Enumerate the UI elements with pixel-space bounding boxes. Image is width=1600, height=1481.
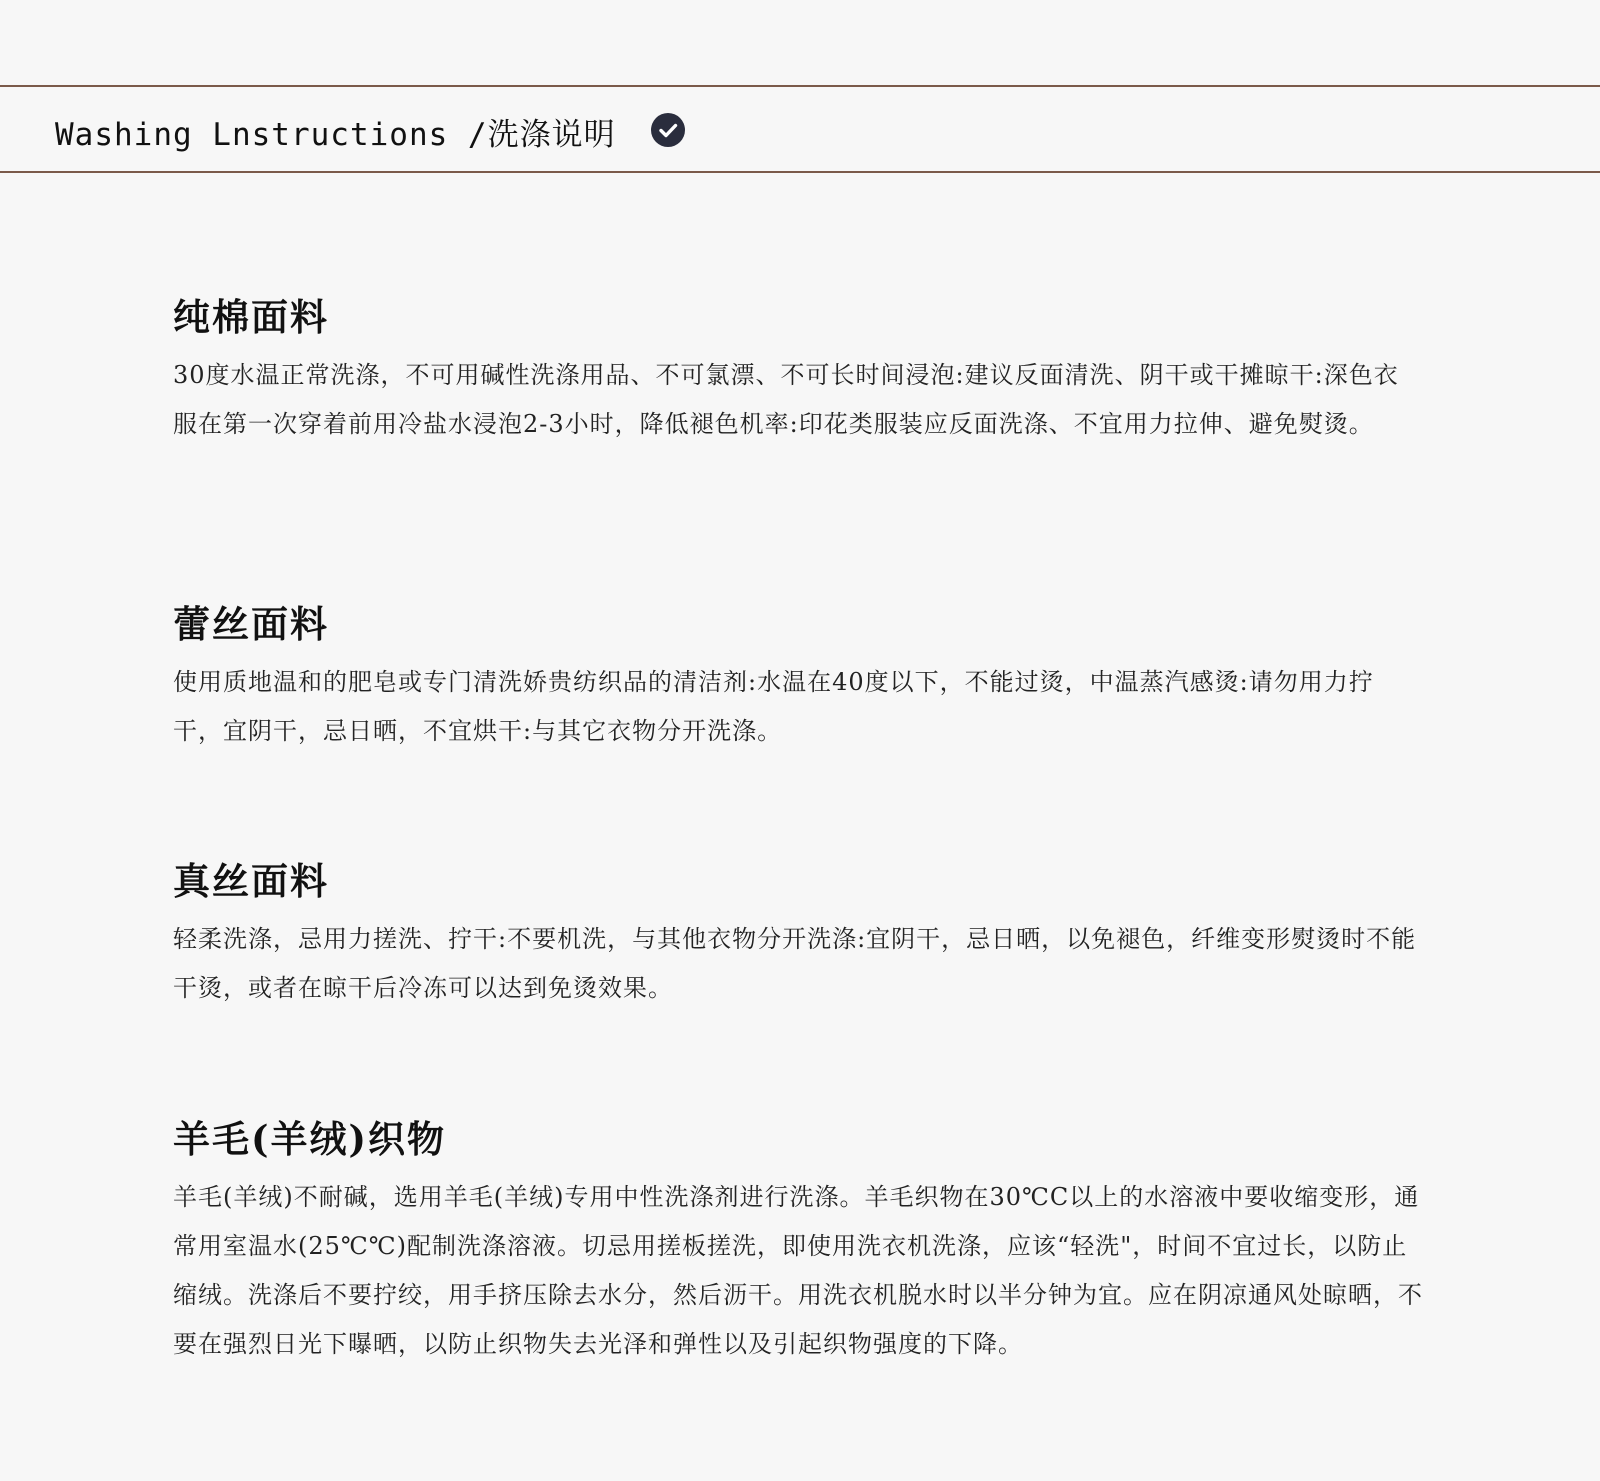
section-body-cotton: 30度水温正常洗涤，不可用碱性洗涤用品、不可氯漂、不可长时间浸泡:建议反面清洗、阴干或干摊晾干:深色衣服在第一次穿着前用冷盐水浸泡2-3小时，降低褪色机率:印花类服装应反面洗涤、不宜用力拉伸、避免熨烫。 — [173, 361, 1399, 438]
section-silk — [173, 857, 1423, 1013]
section-title-cotton: 纯棉面料 — [173, 295, 329, 339]
section-wool — [173, 1115, 1423, 1369]
section-title-silk: 真丝面料 — [173, 859, 329, 903]
header-band — [0, 85, 1600, 173]
section-title-lace: 蕾丝面料 — [173, 602, 329, 646]
section-body-silk: 轻柔洗涤，忌用力搓洗、拧干:不要机洗，与其他衣物分开洗涤:宜阴干，忌日晒，以免褪色，纤维变形熨烫时不能干烫，或者在晾干后冷冻可以达到免烫效果。 — [173, 925, 1417, 1002]
page-title: Washing Lnstructions /洗涤说明 — [55, 117, 616, 153]
section-title-wool: 羊毛(羊绒)织物 — [173, 1117, 447, 1161]
section-body-wool: 羊毛(羊绒)不耐碱，选用羊毛(羊绒)专用中性洗涤剂进行洗涤。羊毛织物在30℃C以上的水溶液中要收缩变形，通常用室温水(25℃℃)配制洗涤溶液。切忌用搓板搓洗，即使用洗衣机洗涤，应该“轻洗"，时间不宜过长，以防止缩绒。洗涤后不要拧绞，用手挤压除去水分，然后沥干。用洗衣机脱水时以半分钟为宜。应在阴凉通风处晾晒，不要在强烈日光下曝晒，以防止织物失去光泽和弹性以及引起织物强度的下降。 — [173, 1183, 1423, 1358]
section-cotton — [173, 293, 1423, 449]
section-body-lace: 使用质地温和的肥皂或专门清洗娇贵纺织品的清洁剂:水温在40度以下，不能过烫，中温蒸汽感烫:请勿用力拧干，宜阴干，忌日晒，不宜烘干:与其它衣物分开洗涤。 — [173, 668, 1374, 745]
check-circle-icon — [651, 113, 685, 147]
section-lace — [173, 600, 1423, 756]
